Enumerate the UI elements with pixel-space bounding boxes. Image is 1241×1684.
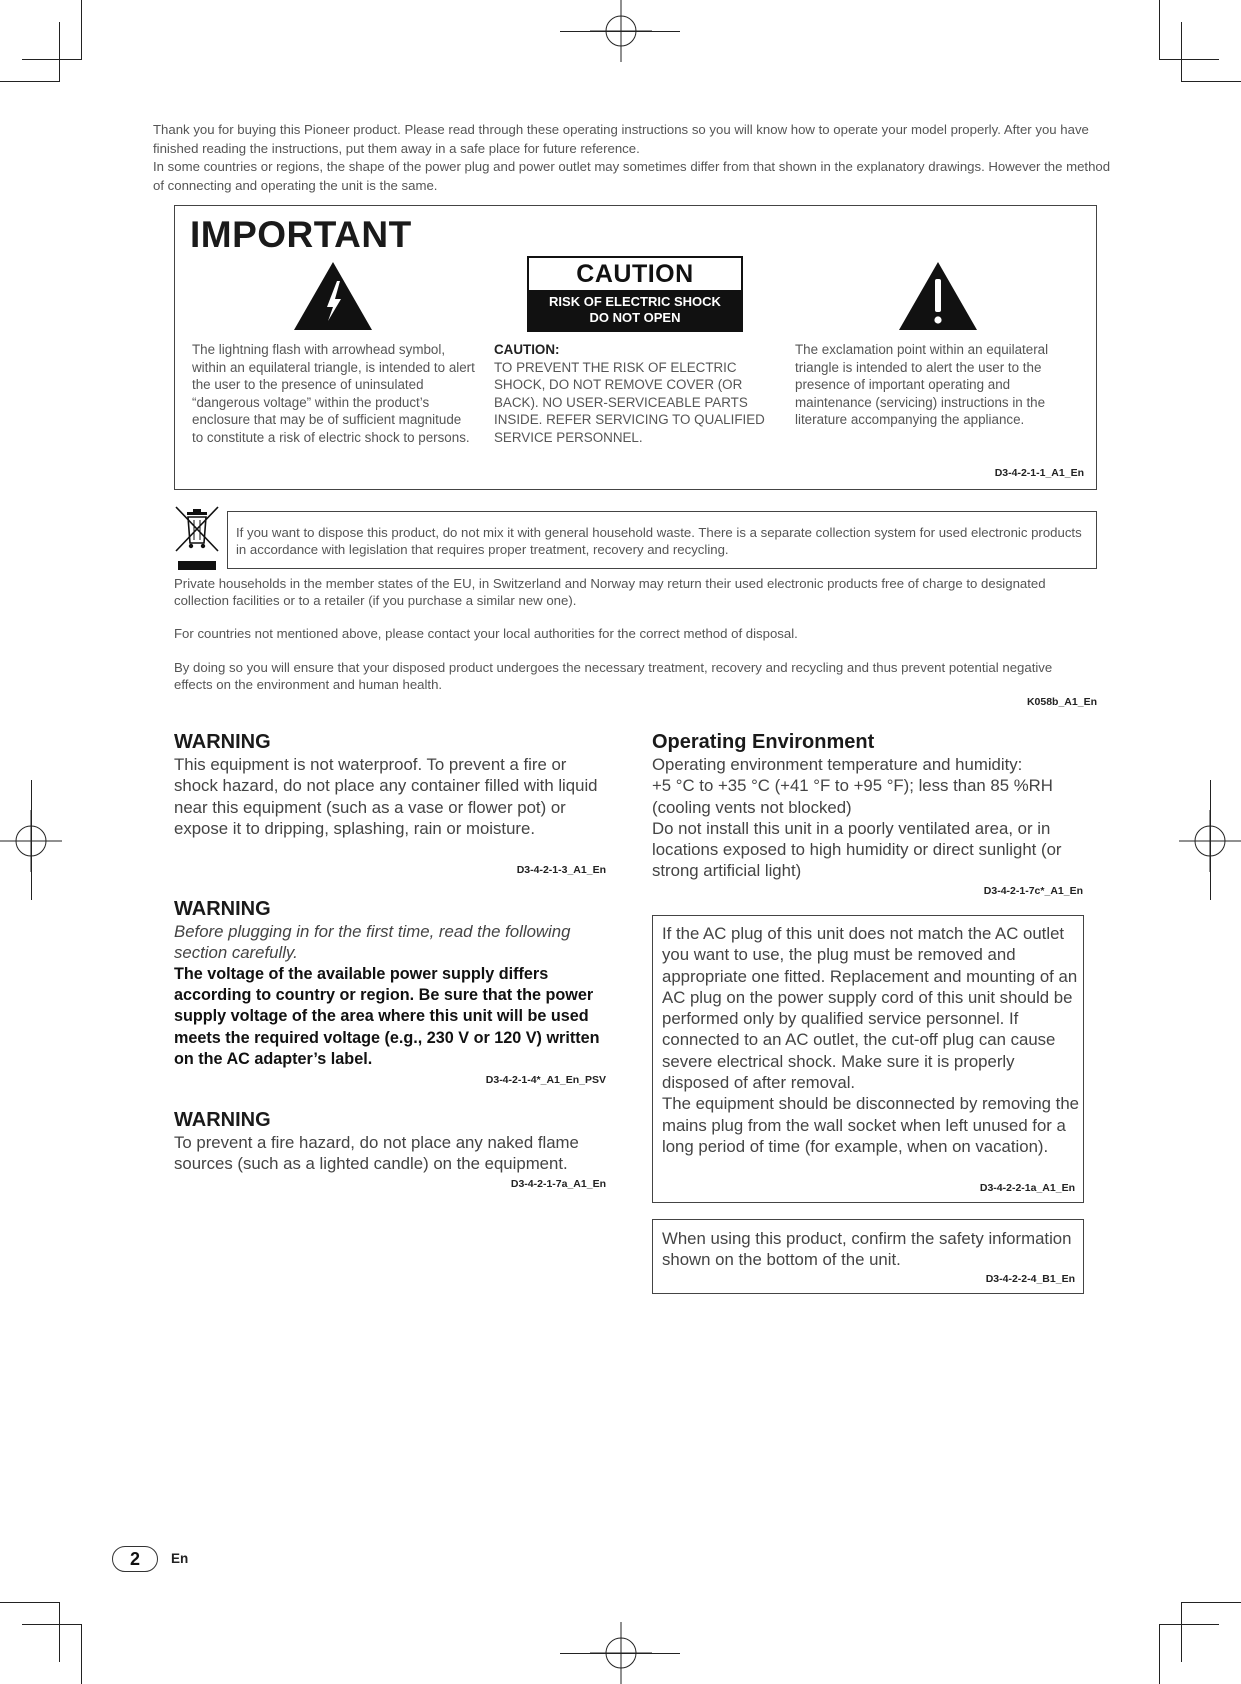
- safety-info-code: D3-4-2-2-4_B1_En: [985, 1273, 1075, 1285]
- registration-line: [1210, 780, 1211, 900]
- warning-italic-2: Before plugging in for the first time, read the following section carefully.: [174, 922, 571, 963]
- important-title: IMPORTANT: [190, 214, 412, 255]
- crossed-out-bin-icon: [174, 505, 220, 571]
- caution-description-text: TO PREVENT THE RISK OF ELECTRIC SHOCK, DO NOT REMOVE COVER (OR BACK). NO USER-SERVICEABLE PARTS INSIDE. REFER SERVICING TO QUALIFIED SERVICE PERSONNEL.: [494, 359, 765, 445]
- caution-label: [527, 256, 743, 332]
- caution-label-line-2: DO NOT OPEN: [589, 310, 681, 325]
- caution-description: [494, 341, 769, 447]
- language-label: En: [171, 1551, 189, 1566]
- operating-environment-line-2: +5 °C to +35 °C (+41 °F to +95 °F); less than 85 %RH (cooling vents not blocked): [652, 776, 1053, 817]
- caution-label-line-1: RISK OF ELECTRIC SHOCK: [549, 294, 721, 309]
- warning-heading-1: WARNING: [174, 731, 271, 753]
- safety-info-box: [652, 1219, 1084, 1294]
- warning-code-1: D3-4-2-1-3_A1_En: [516, 864, 606, 876]
- operating-environment-line-1: Operating environment temperature and humidity:: [652, 755, 1023, 774]
- warning-text-1: This equipment is not waterproof. To prevent a fire or shock hazard, do not place any container filled with liquid near this equipment (such as a vase or flower pot) or expose it to dripping, splashing, rain or moisture.: [174, 755, 598, 838]
- disposal-paragraph-3: By doing so you will ensure that your disposed product undergoes the necessary treatment, recovery and recycling and thus prevent potential negative effects on the environment and human health.: [174, 660, 1053, 692]
- warning-code-2: D3-4-2-1-4*_A1_En_PSV: [485, 1074, 606, 1086]
- registration-line: [560, 1653, 680, 1654]
- safety-info-text: When using this product, confirm the safety information shown on the bottom of the unit.: [662, 1229, 1072, 1270]
- registration-line: [31, 780, 32, 900]
- operating-environment-line-3: Do not install this unit in a poorly ventilated area, or in locations exposed to high humidity or direct sunlight (or strong artificial light): [652, 818, 1062, 881]
- exclamation-warning-icon: [898, 261, 978, 331]
- disposal-box: If you want to dispose this product, do not mix it with general household waste. There is a separate collection system for used electronic products in accordance with legislation that requires proper treatment, recovery and recycling.: [227, 511, 1097, 569]
- caution-label-warning: [529, 290, 741, 330]
- disposal-paragraph-2: For countries not mentioned above, please contact your local authorities for the correct method of disposal.: [174, 626, 798, 641]
- ac-plug-box: [652, 915, 1084, 1203]
- ac-plug-text: [662, 923, 1080, 1157]
- disposal-code: K058b_A1_En: [1026, 696, 1097, 708]
- warning-code-3: D3-4-2-1-7a_A1_En: [510, 1178, 606, 1190]
- caution-description-heading: CAUTION:: [494, 342, 560, 357]
- important-code: D3-4-2-1-1_A1_En: [994, 467, 1084, 479]
- lightning-warning-icon: [293, 261, 373, 331]
- ac-plug-paragraph-2: The equipment should be disconnected by removing the mains plug from the wall socket when left unused for a long period of time (for example, when on vacation).: [662, 1094, 1079, 1156]
- ac-plug-paragraph-1: If the AC plug of this unit does not match the AC outlet you want to use, the plug must be removed and appropriate one fitted. Replacement and mounting of an AC plug on the power supply cord of this unit should be performed only by qualified service personnel. If connected to an AC outlet, the cut-off plug can cause severe electrical shock. Make sure it is properly disposed of after removal.: [662, 924, 1078, 1093]
- exclamation-description: The exclamation point within an equilateral triangle is intended to alert the user to the presence of important operating and maintenance (servicing) instructions in the literature accompanying the appliance.: [795, 342, 1049, 428]
- intro-paragraph-1: Thank you for buying this Pioneer product. Please read through these operating instructions so you will know how to operate your model properly. After you have finished reading the instructions, put them away in a safe place for future reference.: [153, 122, 1089, 156]
- intro-paragraph-2: In some countries or regions, the shape of the power plug and power outlet may sometimes differ from that shown in the explanatory drawings. However the method of connecting and operating the unit is the same.: [153, 159, 1111, 193]
- warning-heading-2: WARNING: [174, 898, 271, 920]
- page-number: 2: [112, 1546, 158, 1572]
- caution-label-heading: CAUTION: [576, 260, 694, 288]
- intro-text: [153, 121, 1115, 195]
- operating-environment-heading: Operating Environment: [652, 731, 875, 753]
- operating-environment-code: D3-4-2-1-7c*_A1_En: [983, 885, 1083, 897]
- ac-plug-code: D3-4-2-2-1a_A1_En: [979, 1182, 1075, 1194]
- warning-heading-3: WARNING: [174, 1109, 271, 1131]
- operating-environment-text: [652, 754, 1092, 882]
- lightning-description: The lightning flash with arrowhead symbol, within an equilateral triangle, is intended to alert the user to the presence of uninsulated “dangerous voltage” within the product’s enclosure that may be of sufficient magnitude to constitute a risk of electric shock to persons.: [192, 342, 475, 445]
- warning-bold-2: The voltage of the available power supply differs according to country or region. Be sure that the power supply voltage of the area where this unit will be used meets the required voltage (e.g., 230 V or 120 V) written on the AC adapter’s label.: [174, 965, 600, 1068]
- warning-text-3: To prevent a fire hazard, do not place any naked flame sources (such as a lighted candle) on the equipment.: [174, 1133, 579, 1174]
- important-box: [174, 205, 1097, 490]
- registration-line: [560, 31, 680, 32]
- disposal-paragraph-1: Private households in the member states of the EU, in Switzerland and Norway may return their used electronic products free of charge to designated collection facilities or to a retailer (if you purchase a similar new one).: [174, 576, 1046, 608]
